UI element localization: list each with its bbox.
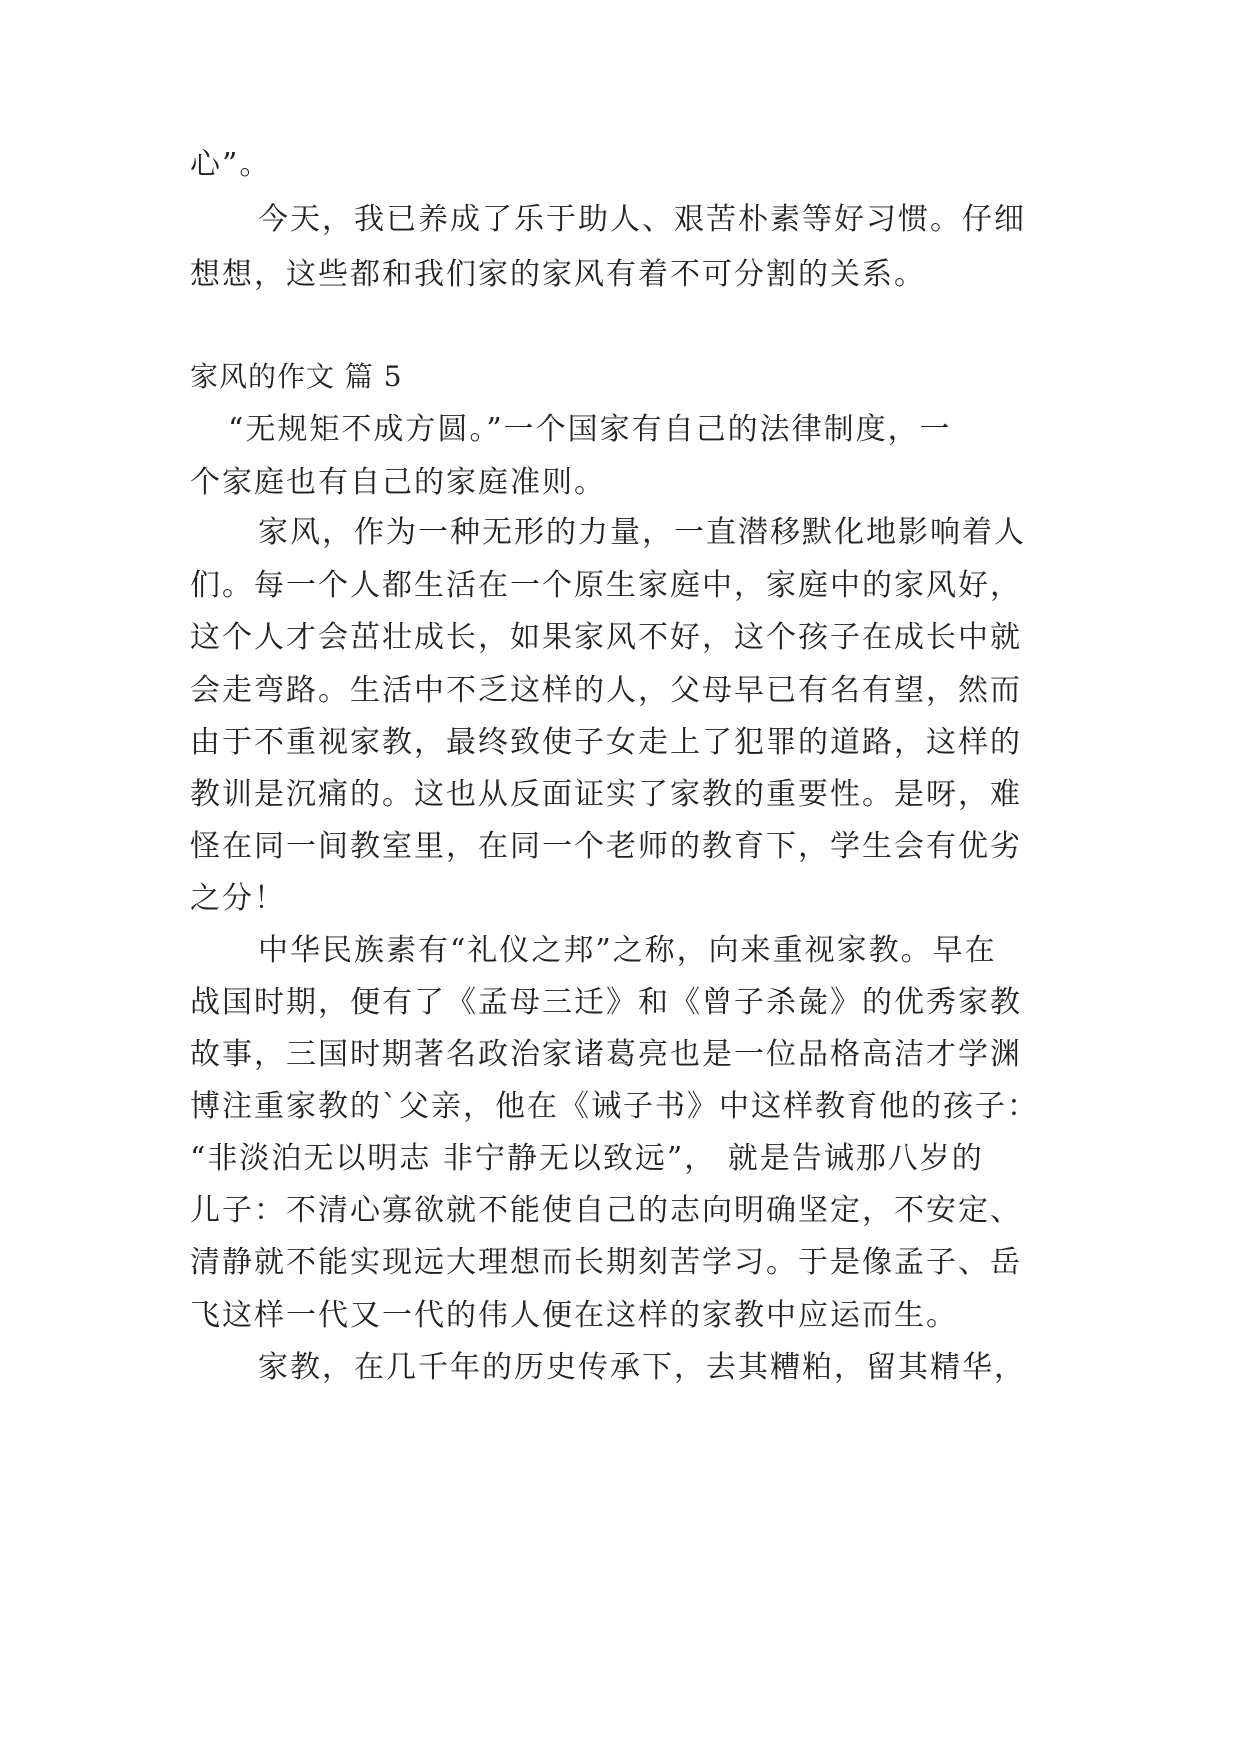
para-2-line-4: 会走弯路。生活中不乏这样的人，父母早已有名有望，然而: [190, 673, 1022, 708]
prev-para-line-2: 想想，这些都和我们家的家风有着不可分割的关系。: [190, 257, 926, 292]
para-2-line-2: 们。每一个人都生活在一个原生家庭中，家庭中的家风好，: [190, 568, 1022, 603]
para-1-line-2: 个家庭也有自己的家庭准则。: [190, 465, 606, 500]
para-2-line-6: 教训是沉痛的。这也从反面证实了家教的重要性。是呀，难: [190, 777, 1022, 812]
para-3-line-2: 战国时期，便有了《孟母三迁》和《曾子杀彘》的优秀家教: [190, 985, 1022, 1020]
para-3-line-3: 故事，三国时期著名政治家诸葛亮也是一位品格高洁才学渊: [190, 1037, 1022, 1072]
para-4-line-1: 家教，在几千年的历史传承下，去其糟粕，留其精华，: [258, 1350, 1026, 1385]
para-3-line-6: 儿子：不清心寡欲就不能使自己的志向明确坚定，不安定、: [190, 1193, 1022, 1228]
para-2-line-8: 之分！: [190, 881, 286, 916]
para-2-line-7: 怪在同一间教室里，在同一个老师的教育下，学生会有优劣: [190, 829, 1022, 864]
prev-tail-line-1: 心”。: [190, 147, 272, 182]
para-3-line-8: 飞这样一代又一代的伟人便在这样的家教中应运而生。: [190, 1298, 958, 1333]
para-2-line-5: 由于不重视家教，最终致使子女走上了犯罪的道路，这样的: [190, 725, 1022, 760]
section-heading: 家风的作文 篇 5: [190, 360, 403, 393]
prev-para-line-1: 今天，我已养成了乐于助人、艰苦朴素等好习惯。仔细: [258, 202, 1026, 237]
para-3-line-1: 中华民族素有“礼仪之邦”之称，向来重视家教。早在: [258, 933, 997, 968]
para-3-line-4: 博注重家教的`父亲，他在《诫子书》中这样教育他的孩子：: [190, 1089, 1039, 1124]
para-3-line-7: 清静就不能实现远大理想而长期刻苦学习。于是像孟子、岳: [190, 1245, 1022, 1280]
para-1-line-1: “无规矩不成方圆。”一个国家有自己的法律制度，一: [228, 412, 952, 447]
para-2-line-1: 家风，作为一种无形的力量，一直潜移默化地影响着人: [258, 515, 1026, 550]
para-3-line-5: “非淡泊无以明志 非宁静无以致远”， 就是告诫那八岁的: [190, 1141, 984, 1176]
para-2-line-3: 这个人才会茁壮成长，如果家风不好，这个孩子在成长中就: [190, 620, 1022, 655]
